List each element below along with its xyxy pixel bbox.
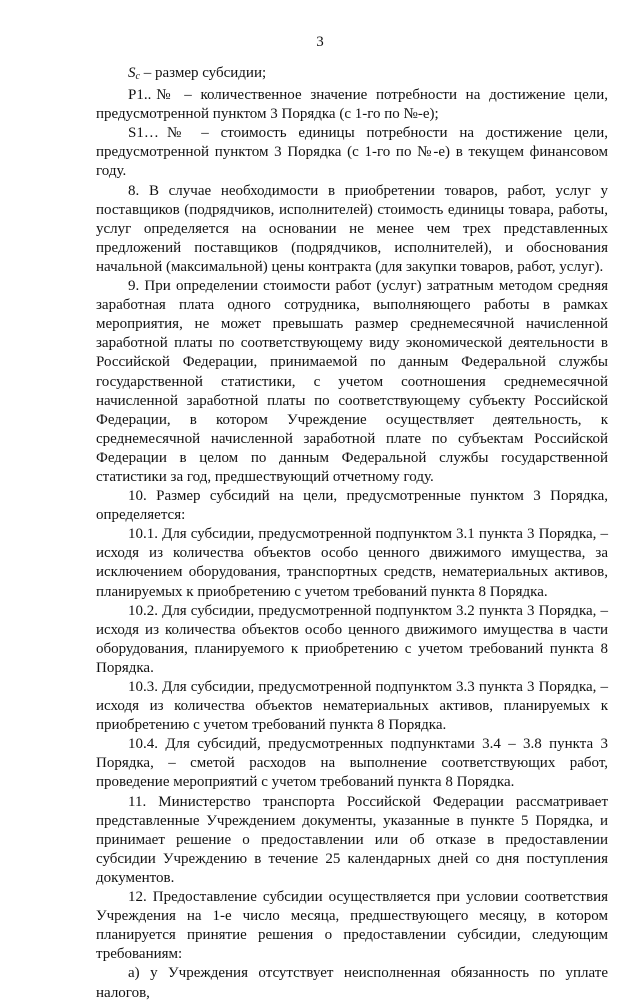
document-body bbox=[96, 64, 608, 1003]
paragraph-10-4: 10.4. Для субсидий, предусмотренных подпунктами 3.4 – 3.8 пункта 3 Порядка, – сметой расходов на выполнение соответствующих работ, проведение мероприятий с учетом требований пункта 8 Порядка. bbox=[96, 736, 608, 791]
paragraph-10: 10. Размер субсидий на цели, предусмотренные пунктом 3 Порядка, определяется: bbox=[96, 488, 608, 524]
definition-sc-text: – размер субсидии; bbox=[139, 65, 267, 81]
paragraph-9: 9. При определении стоимости работ (услуг) затратным методом средняя заработная плата одного сотрудника, выполняющего работы в рамках мероприятия, не может превышать размер среднемесячной начисленной заработной платы по соответствующему виду экономической деятельности в Российской Федерации, принимаемой по данным Федеральной службы государственной статистики, с учетом соотношения среднемесячной начисленной заработной платы по соответствующему субъекту Российской Федерации, в котором Учреждение осуществляет деятельность, к среднемесячной начисленной заработной плате по субъектам Российской Федерации в целом по данным Федеральной службы государственной статистики за год, предшествующий отчетному году. bbox=[96, 278, 608, 485]
paragraph-10-2: 10.2. Для субсидии, предусмотренной подпунктом 3.2 пункта 3 Порядка, – исходя из количества объектов особо ценного движимого имущества в части оборудования, планируемого к приобретению с учетом требований пункта 8 Порядка. bbox=[96, 602, 608, 676]
symbol-s: S bbox=[128, 65, 136, 81]
paragraph-8: 8. В случае необходимости в приобретении товаров, работ, услуг у поставщиков (подрядчиков, исполнителей) стоимость единицы товара, работы, услуг определяется на основании не менее чем трех представленных предложений поставщиков (подрядчиков, исполнителей), и обоснования начальной (максимальной) цены контракта (для закупки товаров, работ, услуг). bbox=[96, 182, 608, 275]
paragraph-11: 11. Министерство транспорта Российской Федерации рассматривает представленные Учреждением документы, указанные в пункте 5 Порядка, и принимает решение о предоставлении или об отказе в предоставлении субсидии Учреждению в течение 25 календарных дней со дня поступления документов. bbox=[96, 793, 608, 886]
symbol-subscript: c bbox=[135, 71, 140, 82]
paragraph-12-a: а) у Учреждения отсутствует неисполненная обязанность по уплате налогов, bbox=[96, 965, 608, 1001]
paragraph-10-3: 10.3. Для субсидии, предусмотренной подпунктом 3.3 пункта 3 Порядка, – исходя из количества объектов нематериальных активов, планируемых к приобретению с учетом требований пункта 8 Порядка. bbox=[96, 679, 608, 734]
paragraph-12: 12. Предоставление субсидии осуществляется при условии соответствия Учреждения на 1-е число месяца, предшествующего месяцу, в котором планируется принятие решения о предоставлении субсидии, следующим требованиям: bbox=[96, 889, 608, 963]
paragraph-10-1: 10.1. Для субсидии, предусмотренной подпунктом 3.1 пункта 3 Порядка, – исходя из количества объектов особо ценного движимого имущества, за исключением оборудования, транспортных средств, нематериальных активов, планируемых к приобретению с учетом требований пункта 8 Порядка. bbox=[96, 526, 608, 600]
definition-p1: P1..№ – количественное значение потребности на достижение цели, предусмотренной пунктом 3 Порядка (с 1-го по №-е); bbox=[96, 87, 608, 123]
definition-sc bbox=[96, 64, 608, 86]
page-number: 3 bbox=[316, 34, 324, 50]
definition-s1: S1…№ – стоимость единицы потребности на достижение цели, предусмотренной пунктом 3 Порядка (с 1-го по №-е) в текущем финансовом году. bbox=[96, 125, 608, 180]
